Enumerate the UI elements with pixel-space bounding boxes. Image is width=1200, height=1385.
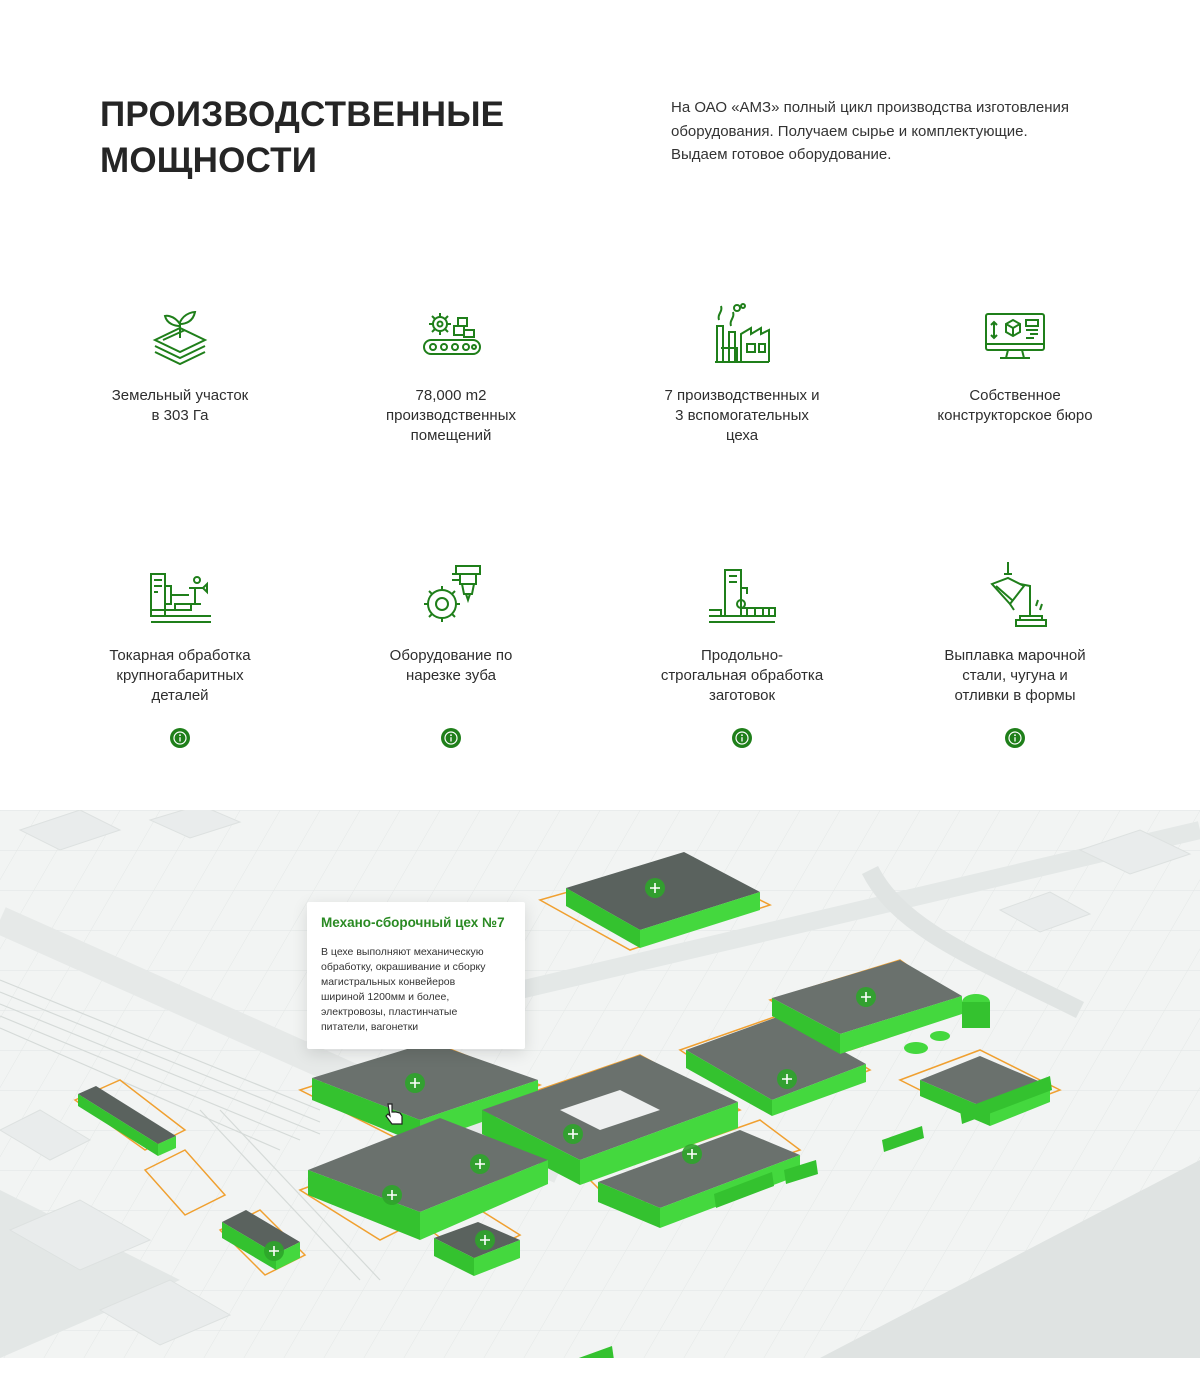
feature-area xyxy=(316,300,586,446)
feature-area-label: 78,000 m2 производственных помещений xyxy=(386,387,516,444)
features-row-2 xyxy=(45,560,1155,820)
factory-icon xyxy=(707,300,777,370)
page-title-line1: ПРОИЗВОДСТВЕННЫЕ xyxy=(100,95,505,134)
features-row-1 xyxy=(45,300,1155,560)
info-icon xyxy=(1008,731,1022,745)
intro-line2: оборудования. Получаем сырье и комплектующие. xyxy=(671,122,1028,140)
lathe-icon xyxy=(145,560,215,630)
feature-design-bureau-label: Собственное конструкторское бюро xyxy=(937,387,1093,424)
hero-section xyxy=(0,0,1200,260)
info-icon xyxy=(444,731,458,745)
feature-land-label: Земельный участок в 303 Га xyxy=(111,387,249,424)
info-icon xyxy=(735,731,749,745)
feature-gear-cutting xyxy=(316,560,586,748)
features-grid xyxy=(45,300,1155,820)
feature-casting-label: Выплавка марочной стали, чугуна и отливки в формы xyxy=(944,647,1086,704)
plant-map[interactable] xyxy=(0,810,1200,1358)
info-button-casting[interactable] xyxy=(1005,728,1025,748)
info-button-planing[interactable] xyxy=(732,728,752,748)
land-plot-icon xyxy=(145,300,215,370)
info-icon xyxy=(173,731,187,745)
info-button-turning[interactable] xyxy=(170,728,190,748)
intro-line3: Выдаем готовое оборудование. xyxy=(671,146,892,163)
feature-land xyxy=(45,300,315,426)
popup-description: В цехе выполняют механическую обработку, окрашивание и сборку магистральных конвейеров шириной 1200мм и более, электровозы, пластинчатые питатели, вагонетки xyxy=(321,946,486,1033)
page-title-line2: МОЩНОСТИ xyxy=(100,141,318,180)
feature-design-bureau xyxy=(880,300,1150,426)
intro-line1: На ОАО «АМЗ» полный цикл производства изготовления xyxy=(671,99,1069,116)
feature-planing xyxy=(607,560,877,748)
feature-turning-label: Токарная обработка крупногабаритных деталей xyxy=(109,647,251,704)
feature-gear-cutting-label: Оборудование по нарезке зуба xyxy=(389,647,513,684)
intro-text xyxy=(671,96,1111,167)
page-title xyxy=(100,92,620,184)
design-monitor-icon xyxy=(980,300,1050,370)
feature-workshops-label: 7 производственных и 3 вспомогательных цеха xyxy=(664,387,820,444)
info-button-gear-cutting[interactable] xyxy=(441,728,461,748)
plant-map-scene xyxy=(0,810,1200,1358)
feature-planing-label: Продольно- строгальная обработка заготовок xyxy=(660,647,824,704)
conveyor-gear-icon xyxy=(416,300,486,370)
building-popup xyxy=(307,902,525,1049)
ladle-casting-icon xyxy=(980,560,1050,630)
gear-cutting-icon xyxy=(416,560,486,630)
feature-turning xyxy=(45,560,315,748)
planing-machine-icon xyxy=(707,560,777,630)
feature-workshops xyxy=(607,300,877,446)
popup-title: Механо-сборочный цех №7 xyxy=(321,915,505,930)
feature-casting xyxy=(880,560,1150,748)
